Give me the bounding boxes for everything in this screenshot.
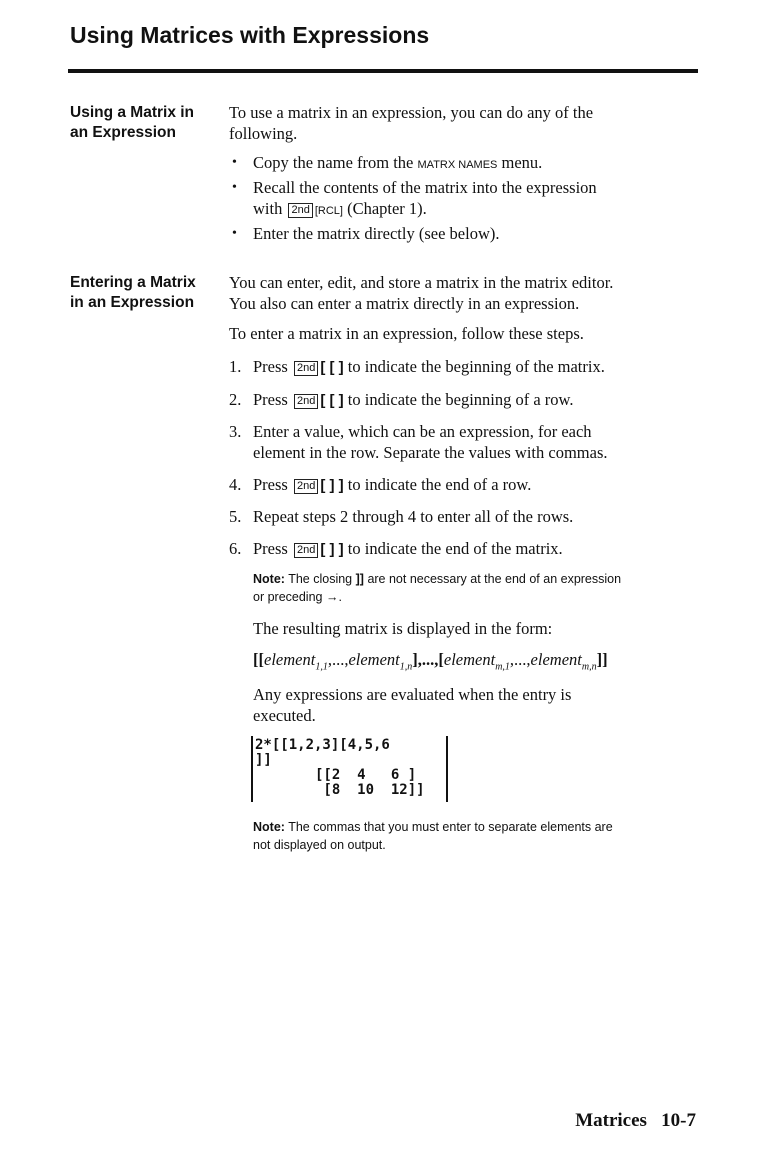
section-heading-entering-matrix: Entering a Matrix in an Expression [70,274,196,311]
step-number: 4. [229,475,242,494]
screen-line: [[2 4 6 ] [315,767,417,783]
section1-intro: To use a matrix in an expression, you can do any of the following. [229,103,594,143]
page-title: Using Matrices with Expressions [70,22,430,48]
bullet-copy-name: Copy the name from the MATRX NAMES menu. [253,153,543,172]
note-commas: Note: The commas that you must enter to separate elements are not displayed on output. [253,820,613,852]
bullet-enter-directly: Enter the matrix directly (see below). [253,224,500,243]
step-1: Press 2nd [ [ ] to indicate the beginning of the matrix. [253,357,605,376]
step-number: 5. [229,507,242,526]
evaluation-text: Any expressions are evaluated when the entry is executed. [253,685,572,725]
step-4: Press 2nd [ ] ] to indicate the end of a row. [253,475,532,494]
bullet-dot: • [232,155,237,170]
2nd-key-icon: 2nd [288,203,312,218]
calculator-screen [251,736,448,802]
matrix-form-expression: [[element$_{1,1}$,...,element$_{1,n}$],...,[element$_{m,1}$,...,element$_{m,n}$]] [253,650,608,673]
steps-lead: To enter a matrix in an expression, follow these steps. [229,324,584,343]
step-number: 6. [229,539,242,558]
bullet-recall: Recall the contents of the matrix into the expression with 2nd [RCL] (Chapter 1). [253,178,597,218]
step-3: Enter a value, which can be an expression, for each element in the row. Separate the values with commas. [253,422,608,462]
2nd-key-icon: 2nd [294,361,318,376]
menu-name: MATRX NAMES [417,159,498,171]
note-closing-brackets: Note: The closing ]] are not necessary at the end of an expression or preceding →. [253,572,622,604]
screen-line: 2*[[1,2,3][4,5,6 [255,737,390,753]
page-footer: Matrices 10-7 [575,1110,696,1131]
form-lead: The resulting matrix is displayed in the form: [253,619,553,638]
2nd-key-icon: 2nd [294,479,318,494]
step-6: Press 2nd [ ] ] to indicate the end of the matrix. [253,539,563,558]
step-number: 3. [229,422,242,441]
section-heading-using-matrix: Using a Matrix in an Expression [70,104,195,141]
step-2: Press 2nd [ [ ] to indicate the beginning of a row. [253,390,574,409]
title-rule [68,69,698,73]
screen-line: [8 10 12]] [315,782,425,798]
bullet-dot: • [232,226,237,241]
section2-intro: You can enter, edit, and store a matrix in the matrix editor. You also can enter a matrix directly in an expression. [229,273,614,313]
step-number: 2. [229,390,242,409]
bullet-dot: • [232,180,237,195]
2nd-key-icon: 2nd [294,394,318,409]
step-number: 1. [229,357,242,376]
screen-line: ]] [255,752,272,768]
2nd-key-icon: 2nd [294,543,318,558]
step-5: Repeat steps 2 through 4 to enter all of the rows. [253,507,574,526]
